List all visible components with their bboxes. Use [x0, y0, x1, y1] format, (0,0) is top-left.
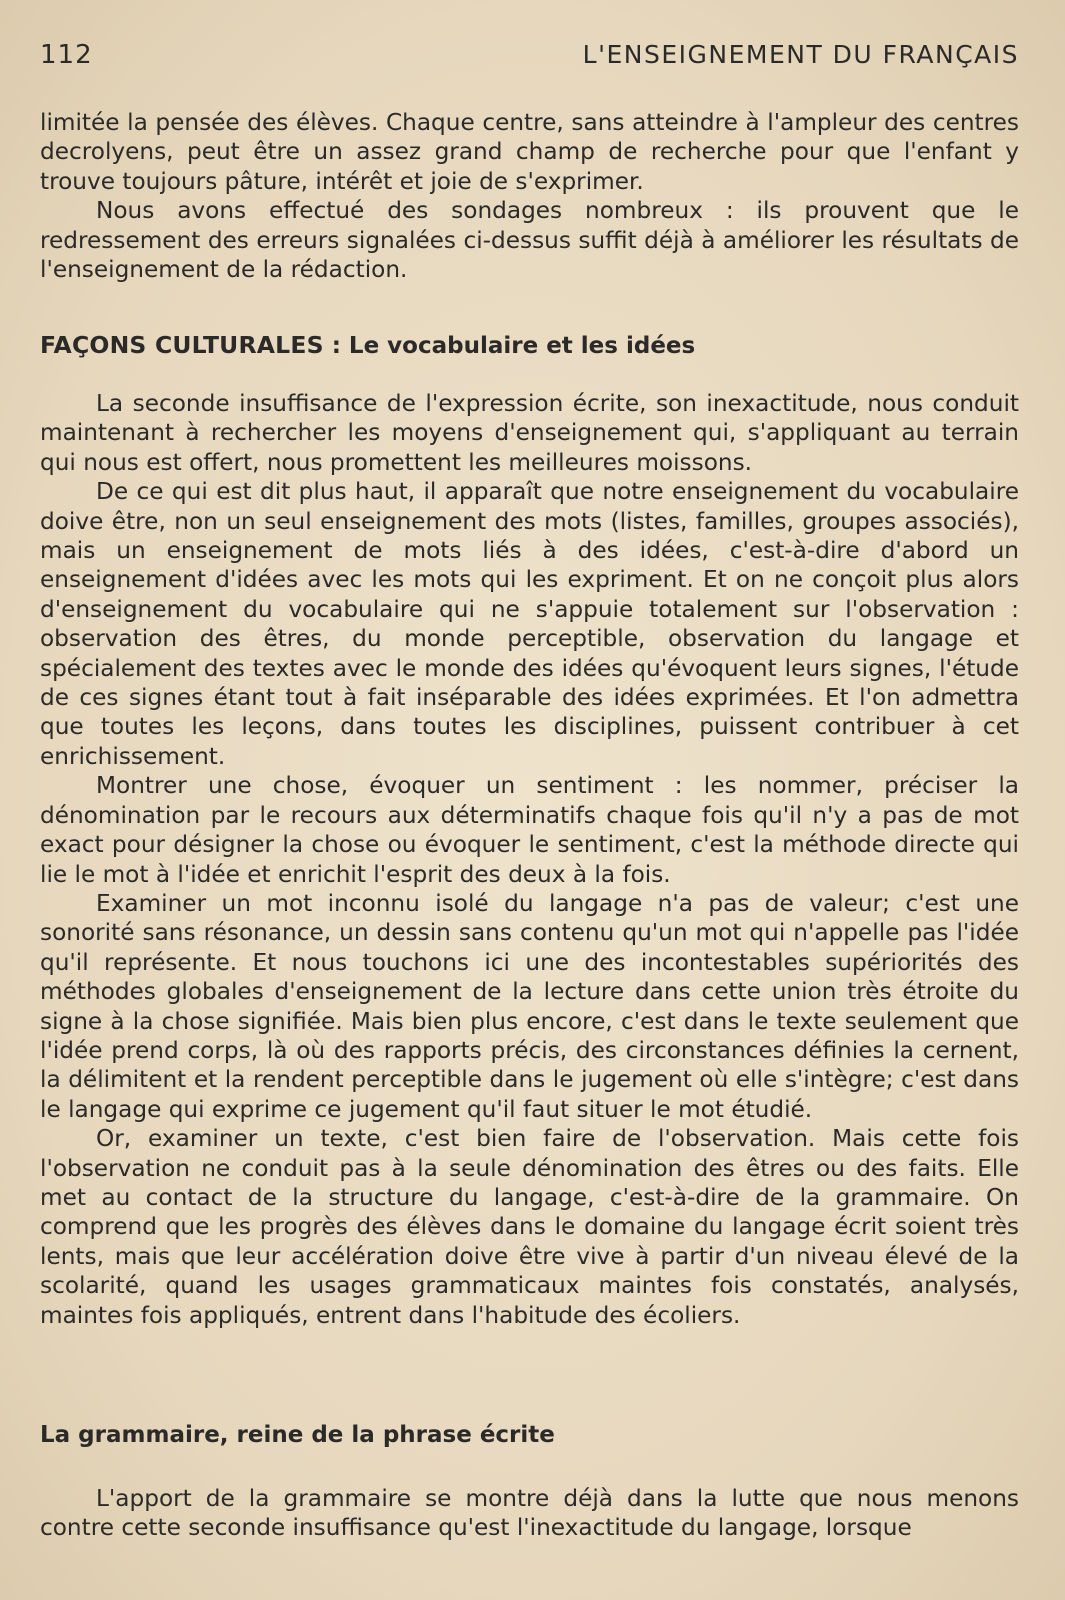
paragraph: La seconde insuffisance de l'expression écrite, son inexactitude, nous conduit maintenant à rechercher les moyens d'enseignement qui, s'appliquant au terrain qui nous est offert, nous promettent les meilleures moissons.: [40, 390, 1019, 476]
paragraph: Nous avons effectué des sondages nombreux : ils prouvent que le redressement des erreurs signalées ci-dessus suffit déjà à améliorer les résultats de l'enseignement de la rédaction.: [40, 197, 1019, 284]
page-number: 112: [40, 40, 93, 70]
paragraph: Montrer une chose, évoquer un sentiment : les nommer, préciser la dénomination par le recours aux déterminatifs chaque fois qu'il n'y a pas de mot exact pour désigner la chose ou évoquer le sentiment, c'est la méthode directe qui lie le mot à l'idée et enrichit l'esprit des deux à la fois.: [40, 772, 1019, 888]
section-heading-caps: FAÇONS CULTURALES: [40, 331, 324, 359]
paragraph: De ce qui est dit plus haut, il apparaît que notre enseignement du vocabulaire doive être, non un seul enseignement des mots (listes, familles, groupes associés), mais un enseignement de mots liés à des idées, c'est-à-dire d'abord un enseignement d'idées avec les mots qui les expriment. Et on ne conçoit plus alors d'enseignement du vocabulaire qui ne s'appuie totalement sur l'observation : observation des êtres, du monde perceptible, observation du langage et spécialement des textes avec le monde des idées qu'évoquent leurs signes, l'étude de ces signes étant tout à fait inséparable des idées exprimées. Et l'on admettra que toutes les leçons, dans toutes les disciplines, puissent contribuer à cet enrichissement.: [40, 478, 1019, 770]
paragraph: limitée la pensée des élèves. Chaque centre, sans atteindre à l'ampleur des centres decrolyens, peut être un assez grand champ de recherche pour que l'enfant y trouve toujours pâture, intérêt et joie de s'exprimer.: [40, 109, 1019, 195]
paragraph: Or, examiner un texte, c'est bien faire de l'observation. Mais cette fois l'observation ne conduit pas à la seule dénomination des êtres ou des faits. Elle met au contact de la structure du langage, c'est-à-dire de la grammaire. On comprend que les progrès des élèves dans le domaine du langage écrit soient très lents, mais que leur accélération doive être vive à partir d'un niveau élevé de la scolarité, quand les usages grammaticaux maintes fois constatés, analysés, maintes fois appliqués, entrent dans l'habitude des écoliers.: [40, 1125, 1019, 1329]
grammaire-section: [40, 1420, 1019, 1450]
paragraph: L'apport de la grammaire se montre déjà dans la lutte que nous menons contre cette seconde insuffisance qu'est l'inexactitude du langage, lorsque: [40, 1485, 1019, 1542]
facons-body: [40, 389, 1019, 1330]
running-title: L'ENSEIGNEMENT DU FRANÇAIS: [582, 40, 1019, 69]
facons-section: [40, 330, 1019, 361]
section-heading: La grammaire, reine de la phrase écrite: [40, 1422, 555, 1448]
running-header: [40, 40, 1019, 76]
section-heading-subtitle: : Le vocabulaire et les idées: [323, 333, 696, 359]
grammaire-body: [40, 1484, 1019, 1543]
intro-section: [40, 108, 1019, 284]
section-heading: [40, 330, 1019, 361]
paragraph: Examiner un mot inconnu isolé du langage n'a pas de valeur; c'est une sonorité sans résonance, un dessin sans contenu qu'un mot qui n'appelle pas l'idée qu'il représente. Et nous touchons ici une des incontestables supériorités des méthodes globales d'enseignement de la lecture dans cette union très étroite du signe à la chose signifiée. Mais bien plus encore, c'est dans le texte seulement que l'idée prend corps, là où des rapports précis, des circonstances définies la cernent, la délimitent et la rendent perceptible dans le jugement où elle s'intègre; c'est dans le langage qui exprime ce jugement qu'il faut situer le mot étudié.: [40, 889, 1019, 1123]
